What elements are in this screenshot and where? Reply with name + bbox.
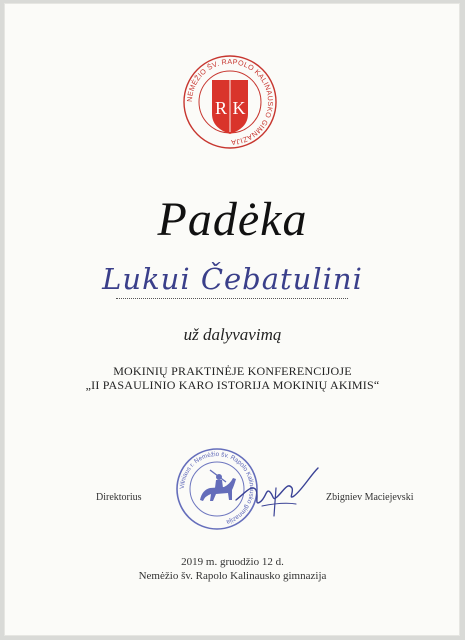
director-label: Direktorius [96, 492, 142, 503]
director-signature [232, 462, 322, 522]
certificate-title: Padėka [157, 193, 308, 246]
svg-text:Vilniaus r. Nemėžio šv. Rapolo: Vilniaus r. Nemėžio šv. Rapolo Kalinausko gimnazija [178, 450, 256, 526]
school-name: Nemėžio šv. Rapolo Kalinausko gimnazija [138, 570, 327, 582]
issue-date: 2019 m. gruodžio 12 d. [181, 556, 284, 568]
recipient-underline [116, 298, 348, 299]
participation-text: už dalyvavimą [183, 325, 282, 344]
vytis-horseman-icon [200, 470, 236, 501]
recipient-name: Lukui Čebatulini [102, 262, 363, 296]
school-seal-logo [180, 52, 280, 152]
conference-line-1: MOKINIŲ PRAKTINĖJE KONFERENCIJOJE [113, 364, 352, 378]
svg-text:K: K [232, 98, 246, 118]
conference-line-2: „II PASAULINIO KARO ISTORIJA MOKINIŲ AKIMIS“ [85, 378, 380, 392]
svg-text:NEMĖŽIO ŠV. RAPOLO KALINAUSKO: NEMĖŽIO ŠV. RAPOLO KALINAUSKO GIMNAZIJA [184, 56, 276, 148]
director-name: Zbigniev Maciejevski [326, 492, 414, 503]
svg-text:R: R [214, 98, 228, 118]
